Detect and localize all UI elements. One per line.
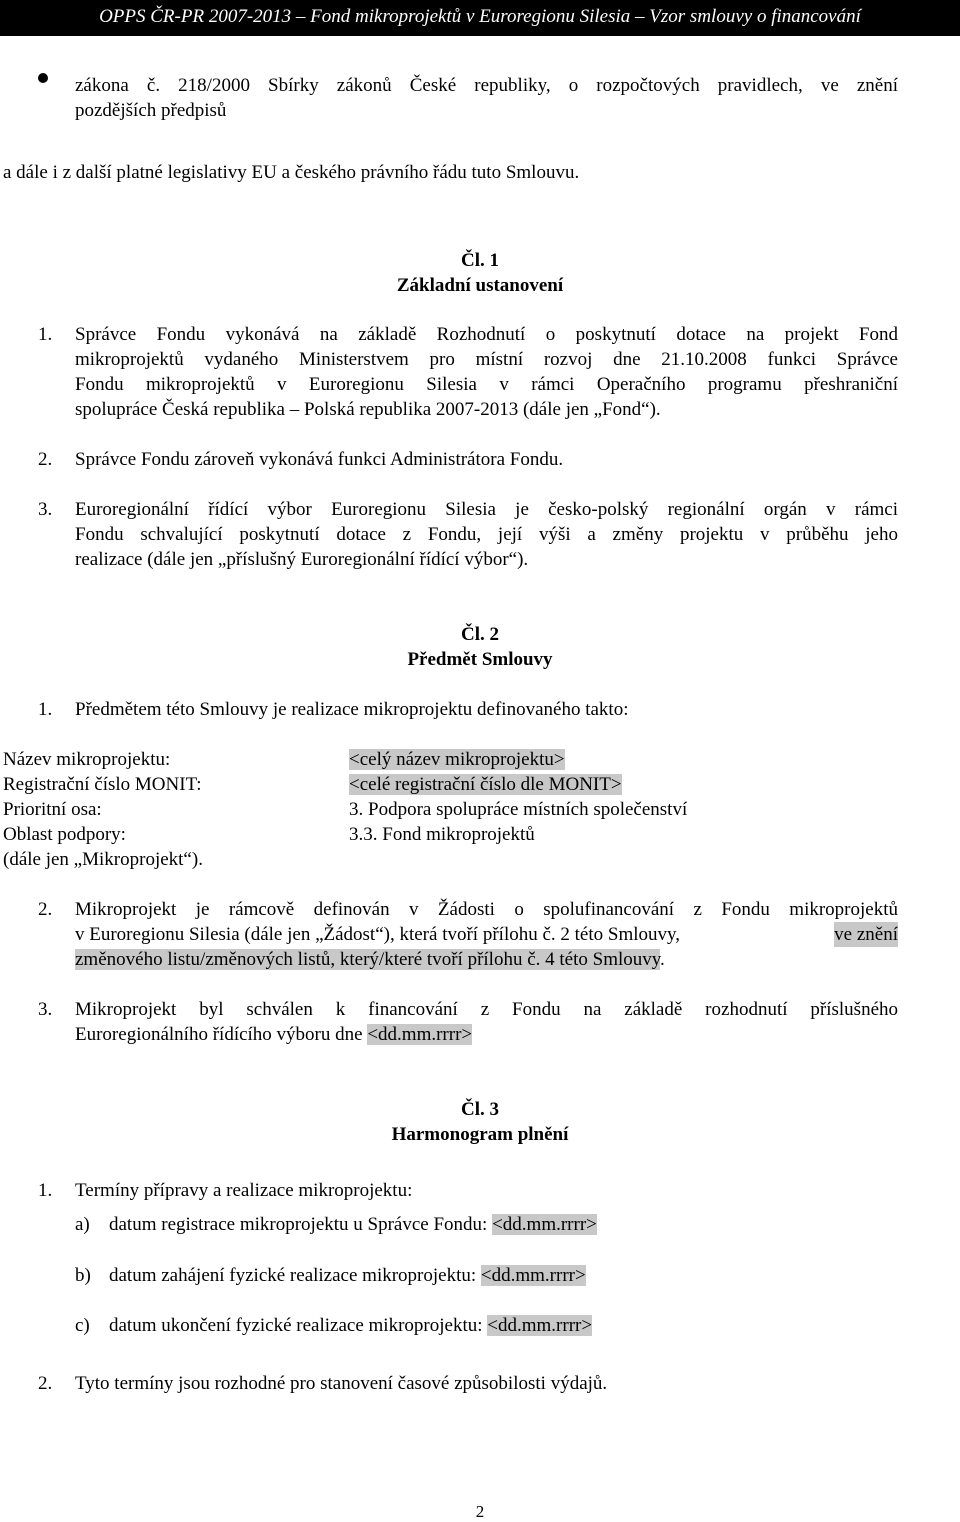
article-1-paragraph-1-line: spolupráce Česká republika – Polská republika 2007-2013 (dále jen „Fond“). xyxy=(75,399,661,420)
list-item-text: datum zahájení fyzické realizace mikroprojektu: xyxy=(109,1265,477,1286)
paragraph-number: 1. xyxy=(38,1180,53,1201)
article-3-paragraph-1: Termíny přípravy a realizace mikroprojektu: xyxy=(75,1180,413,1201)
intro-closing: a dále i z další platné legislativy EU a českého právního řádu tuto Smlouvu. xyxy=(3,162,580,183)
article-1-paragraph-1-line: Fondu mikroprojektů v Euroregionu Silesia v rámci Operačního programu přeshraniční xyxy=(75,374,898,395)
article-2-paragraph-2-line: Mikroprojekt je rámcově definován v Žádosti o spolufinancování z Fondu mikroprojektů xyxy=(75,899,898,920)
article-2-paragraph-3-line: Euroregionálního řídícího výboru dne xyxy=(75,1024,363,1045)
field-value: 3. Podpora spolupráce místních společenství xyxy=(349,799,688,820)
article-1-title: Základní ustanovení xyxy=(396,275,564,296)
highlighted-text: ve znění xyxy=(834,924,898,945)
list-item-letter: b) xyxy=(75,1265,91,1286)
list-item-text: datum registrace mikroprojektu u Správce Fondu: xyxy=(109,1214,488,1235)
highlighted-text: změnového listu/změnových listů, který/které tvoří přílohu č. 4 této Smlouvy xyxy=(75,949,661,970)
article-1-paragraph-3-line: Euroregionální řídící výbor Euroregionu Silesia je česko-polský regionální orgán v rámci xyxy=(75,499,898,520)
sentence-end: . xyxy=(660,949,665,970)
article-1-paragraph-1-line: mikroprojektů vydaného Ministerstvem pro místní rozvoj dne 21.10.2008 funkci Správce xyxy=(75,349,898,370)
article-3-paragraph-2: Tyto termíny jsou rozhodné pro stanovení časové způsobilosti výdajů. xyxy=(75,1373,608,1394)
article-1-paragraph-2: Správce Fondu zároveň vykonává funkci Administrátora Fondu. xyxy=(75,449,564,470)
article-1-paragraph-1-line: Správce Fondu vykonává na základě Rozhodnutí o poskytnutí dotace na projekt Fond xyxy=(75,324,898,345)
paragraph-number: 3. xyxy=(38,999,53,1020)
date-placeholder: <dd.mm.rrrr> xyxy=(492,1214,597,1235)
article-1-paragraph-3-line: realizace (dále jen „příslušný Euroregionální řídící výbor“). xyxy=(75,549,529,570)
date-placeholder: <dd.mm.rrrr> xyxy=(487,1315,593,1336)
paragraph-number: 2. xyxy=(38,449,53,470)
list-item-letter: c) xyxy=(75,1315,90,1336)
paragraph-number: 1. xyxy=(38,699,53,720)
list-item-letter: a) xyxy=(75,1214,90,1235)
field-label: Prioritní osa: xyxy=(3,799,102,820)
intro-bullet-line: zákona č. 218/2000 Sbírky zákonů České republiky, o rozpočtových pravidlech, ve znění xyxy=(75,75,898,96)
field-label: Registrační číslo MONIT: xyxy=(3,774,202,795)
page-header: OPPS ČR-PR 2007-2013 – Fond mikroprojektů v Euroregionu Silesia – Vzor smlouvy o financování xyxy=(0,0,960,36)
article-1-number: Čl. 1 xyxy=(461,250,499,271)
paragraph-number: 2. xyxy=(38,1373,53,1394)
field-label: Oblast podpory: xyxy=(3,824,126,845)
date-placeholder: <dd.mm.rrrr> xyxy=(480,1265,586,1286)
article-3-title: Harmonogram plnění xyxy=(391,1124,569,1145)
article-2-number: Čl. 2 xyxy=(461,624,499,645)
article-3-number: Čl. 3 xyxy=(461,1099,499,1120)
bullet-icon xyxy=(38,73,48,83)
article-2-paragraph-1: Předmětem této Smlouvy je realizace mikroprojektu definovaného takto: xyxy=(75,699,629,720)
paragraph-number: 2. xyxy=(38,899,53,920)
article-2-paragraph-2-line: v Euroregionu Silesia (dále jen „Žádost“), která tvoří přílohu č. 2 této Smlouvy, xyxy=(75,924,681,945)
list-item-text: datum ukončení fyzické realizace mikroprojektu: xyxy=(109,1315,483,1336)
date-placeholder: <dd.mm.rrrr> xyxy=(367,1024,473,1045)
paragraph-number: 1. xyxy=(38,324,53,345)
intro-bullet-line: pozdějších předpisů xyxy=(75,100,227,121)
article-2-paragraph-3-line: Mikroprojekt byl schválen k financování z Fondu na základě rozhodnutí příslušného xyxy=(75,999,898,1020)
article-2-title: Předmět Smlouvy xyxy=(407,649,553,670)
field-label: Název mikroprojektu: xyxy=(3,749,171,770)
field-value-placeholder: <celé registrační číslo dle MONIT> xyxy=(349,774,622,795)
fields-note: (dále jen „Mikroprojekt“). xyxy=(3,849,203,870)
paragraph-number: 3. xyxy=(38,499,53,520)
field-value-placeholder: <celý název mikroprojektu> xyxy=(349,749,565,770)
field-value: 3.3. Fond mikroprojektů xyxy=(349,824,535,845)
article-1-paragraph-3-line: Fondu schvalující poskytnutí dotace z Fondu, její výši a změny projektu v průběhu jeho xyxy=(75,524,898,545)
page-number: 2 xyxy=(475,1502,485,1521)
